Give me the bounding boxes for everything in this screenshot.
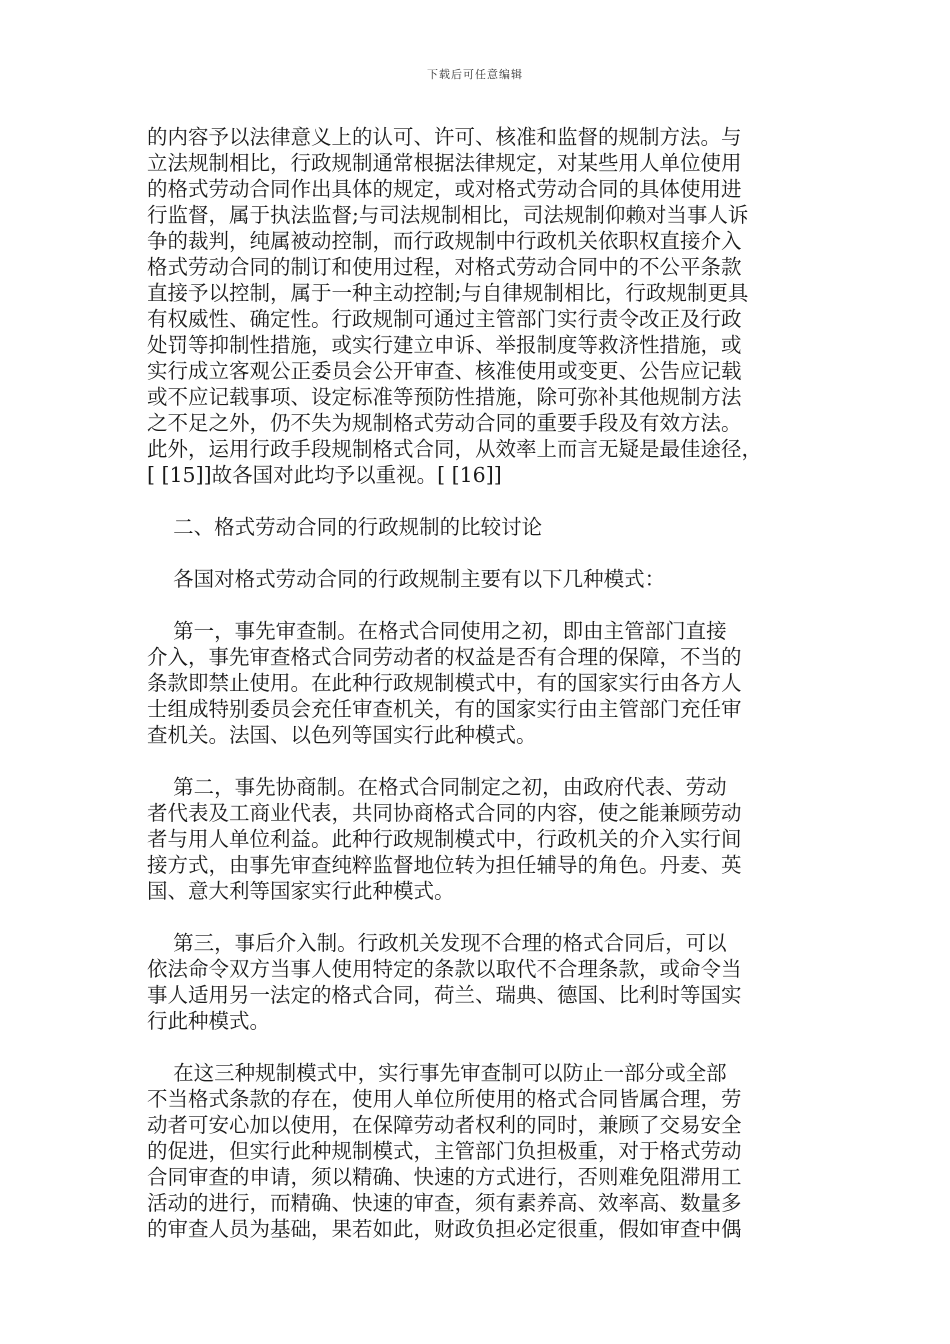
text-line: 第二，事先协商制。在格式合同制定之初，由政府代表、劳动 <box>147 775 727 799</box>
text-line: 合同审查的申请，须以精确、快速的方式进行，否则难免阻滞用工 <box>147 1165 742 1189</box>
text-line: 格式劳动合同的制订和使用过程，对格式劳动合同中的不公平条款 <box>147 255 742 279</box>
text-line: 查机关。法国、以色列等国实行此种模式。 <box>147 723 537 747</box>
text-line: 动者可安心加以使用，在保障劳动者权利的同时，兼顾了交易安全 <box>147 1113 742 1137</box>
text-line: 者代表及工商业代表，共同协商格式合同的内容，使之能兼顾劳动 <box>147 801 742 825</box>
paragraph <box>147 124 807 488</box>
text-line: 活动的进行，而精确、快速的审查，须有素养高、效率高、数量多 <box>147 1191 742 1215</box>
text-line: 条款即禁止使用。在此种行政规制模式中，有的国家实行由各方人 <box>147 671 742 695</box>
text-line: 依法命令双方当事人使用特定的条款以取代不合理条款，或命令当 <box>147 957 742 981</box>
text-line: 者与用人单位利益。此种行政规制模式中，行政机关的介入实行间 <box>147 827 742 851</box>
text-line: 不当格式条款的存在，使用人单位所使用的格式合同皆属合理，劳 <box>147 1087 742 1111</box>
text-line: 处罚等抑制性措施，或实行建立申诉、举报制度等救济性措施，或 <box>147 333 742 357</box>
text-line: 实行成立客观公正委员会公开审查、核准使用或变更、公告应记载 <box>147 359 742 383</box>
paragraph <box>147 774 807 904</box>
document-body <box>147 124 807 1242</box>
text-line: 在这三种规制模式中，实行事先审查制可以防止一部分或全部 <box>147 1061 727 1085</box>
text-line: 有权威性、确定性。行政规制可通过主管部门实行责令改正及行政 <box>147 307 742 331</box>
text-line: 接方式，由事先审查纯粹监督地位转为担任辅导的角色。丹麦、英 <box>147 853 742 877</box>
text-line: 事人适用另一法定的格式合同，荷兰、瑞典、德国、比利时等国实 <box>147 983 742 1007</box>
text-line: 直接予以控制，属于一种主动控制;与自律规制相比，行政规制更具 <box>147 281 749 305</box>
text-line: 或不应记载事项、设定标准等预防性措施，除可弥补其他规制方法 <box>147 385 742 409</box>
text-line: 第一，事先审查制。在格式合同使用之初，即由主管部门直接 <box>147 619 727 643</box>
text-line: 士组成特别委员会充任审查机关，有的国家实行由主管部门充任审 <box>147 697 742 721</box>
text-line: 之不足之外，仍不失为规制格式劳动合同的重要手段及有效方法。 <box>147 411 742 435</box>
text-line: [ [15]]故各国对此均予以重视。[ [16]] <box>147 463 502 487</box>
text-line: 第三，事后介入制。行政机关发现不合理的格式合同后，可以 <box>147 931 727 955</box>
text-line: 的审查人员为基础，果若如此，财政负担必定很重，假如审查中偶 <box>147 1217 742 1241</box>
text-line: 行监督，属于执法监督;与司法规制相比，司法规制仰赖对当事人诉 <box>147 203 749 227</box>
page-header: 下载后可任意编辑 <box>427 68 523 81</box>
text-line: 介入，事先审查格式合同劳动者的权益是否有合理的保障，不当的 <box>147 645 742 669</box>
text-line: 的内容予以法律意义上的认可、许可、核准和监督的规制方法。与 <box>147 125 742 149</box>
text-line: 的促进，但实行此种规制模式，主管部门负担极重，对于格式劳动 <box>147 1139 742 1163</box>
paragraph <box>147 618 807 748</box>
text-line: 二、格式劳动合同的行政规制的比较讨论 <box>147 515 543 539</box>
text-line: 各国对格式劳动合同的行政规制主要有以下几种模式： <box>147 567 666 591</box>
text-line: 国、意大利等国家实行此种模式。 <box>147 879 455 903</box>
paragraph <box>147 930 807 1034</box>
section-heading <box>147 514 807 540</box>
text-line: 争的裁判，纯属被动控制，而行政规制中行政机关依职权直接介入 <box>147 229 742 253</box>
paragraph <box>147 566 807 592</box>
text-line: 立法规制相比，行政规制通常根据法律规定，对某些用人单位使用 <box>147 151 742 175</box>
text-line: 的格式劳动合同作出具体的规定，或对格式劳动合同的具体使用进 <box>147 177 742 201</box>
text-line: 此外，运用行政手段规制格式合同，从效率上而言无疑是最佳途径， <box>147 437 762 461</box>
text-line: 行此种模式。 <box>147 1009 270 1033</box>
paragraph <box>147 1060 807 1242</box>
